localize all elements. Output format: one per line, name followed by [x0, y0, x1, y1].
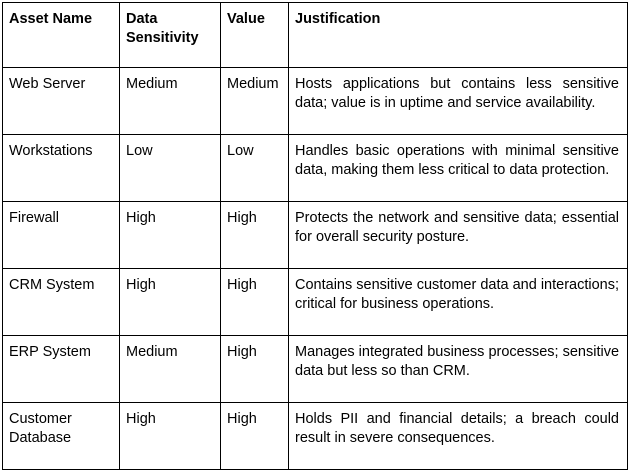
cell-value: Low — [221, 135, 289, 202]
cell-data-sensitivity: Low — [120, 135, 221, 202]
cell-asset-name: ERP System — [3, 336, 120, 403]
cell-justification: Handles basic operations with minimal sensitive data, making them less critical to data protection. — [289, 135, 628, 202]
table-row — [3, 202, 628, 269]
cell-justification: Manages integrated business processes; sensitive data but less so than CRM. — [289, 336, 628, 403]
cell-asset-name: Workstations — [3, 135, 120, 202]
header-data-sensitivity: Data Sensitivity — [120, 3, 221, 68]
cell-asset-name: Firewall — [3, 202, 120, 269]
cell-data-sensitivity: High — [120, 202, 221, 269]
cell-asset-name: Web Server — [3, 68, 120, 135]
cell-value: Medium — [221, 68, 289, 135]
cell-asset-name: Customer Database — [3, 403, 120, 470]
cell-justification: Protects the network and sensitive data; essential for overall security posture. — [289, 202, 628, 269]
cell-justification: Contains sensitive customer data and interactions; critical for business operations. — [289, 269, 628, 336]
cell-justification: Holds PII and financial details; a breach could result in severe consequences. — [289, 403, 628, 470]
header-justification: Justification — [289, 3, 628, 68]
cell-data-sensitivity: High — [120, 269, 221, 336]
table-row — [3, 68, 628, 135]
table-row — [3, 269, 628, 336]
cell-asset-name: CRM System — [3, 269, 120, 336]
header-row — [3, 3, 628, 68]
cell-data-sensitivity: Medium — [120, 68, 221, 135]
table-row — [3, 336, 628, 403]
cell-data-sensitivity: High — [120, 403, 221, 470]
cell-data-sensitivity: Medium — [120, 336, 221, 403]
asset-table — [2, 2, 628, 470]
table-row — [3, 135, 628, 202]
cell-justification: Hosts applications but contains less sensitive data; value is in uptime and service availability. — [289, 68, 628, 135]
cell-value: High — [221, 269, 289, 336]
header-asset-name: Asset Name — [3, 3, 120, 68]
cell-value: High — [221, 336, 289, 403]
cell-value: High — [221, 202, 289, 269]
cell-value: High — [221, 403, 289, 470]
header-value: Value — [221, 3, 289, 68]
table-row — [3, 403, 628, 470]
